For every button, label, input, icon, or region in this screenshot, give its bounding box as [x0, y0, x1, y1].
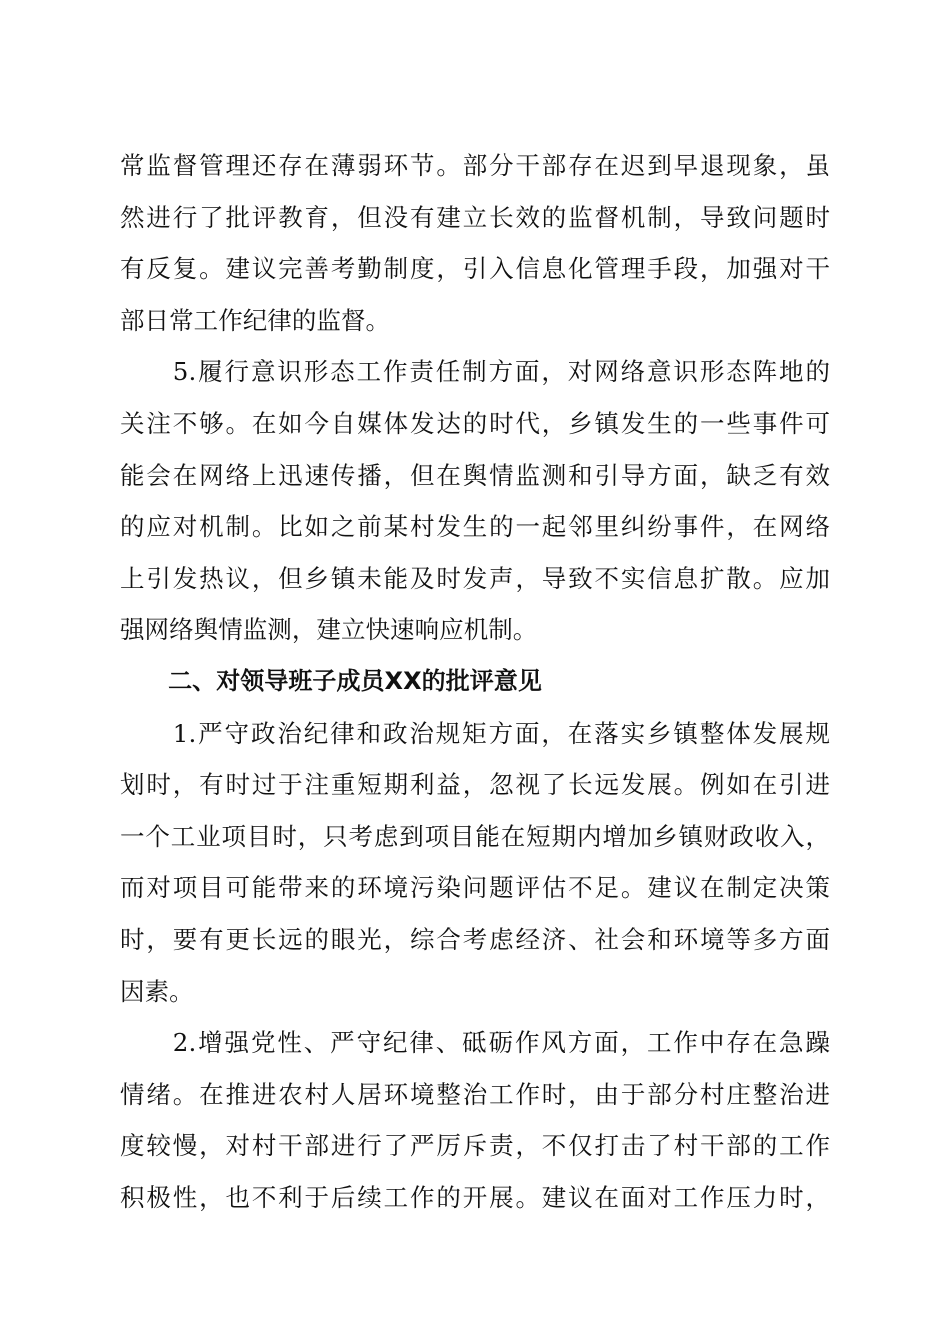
text-line: 划时，有时过于注重短期利益，忽视了长远发展。例如在引进 [120, 770, 830, 800]
text-line: 常监督管理还存在薄弱环节。部分干部存在迟到早退现象，虽 [120, 151, 830, 180]
section-heading: 二、对领导班子成员XX的批评意见 [120, 666, 542, 695]
document-body [120, 140, 830, 1223]
text-line: 然进行了批评教育，但没有建立长效的监督机制，导致问题时 [120, 202, 830, 232]
text-line: 度较慢，对村干部进行了严厉斥责，不仅打击了村干部的工作 [120, 1131, 830, 1161]
text-line: 时，要有更长远的眼光，综合考虑经济、社会和环境等多方面 [120, 924, 830, 954]
text-line: 能会在网络上迅速传播，但在舆情监测和引导方面，缺乏有效 [120, 460, 830, 490]
text-line: 而对项目可能带来的环境污染问题评估不足。建议在制定决策 [120, 873, 830, 903]
text-line: 的应对机制。比如之前某村发生的一起邻里纠纷事件，在网络 [120, 512, 830, 542]
text-line: 因素。 [120, 976, 194, 1006]
text-line: 5.履行意识形态工作责任制方面，对网络意识形态阵地的 [120, 357, 830, 387]
text-line: 强网络舆情监测，建立快速响应机制。 [120, 615, 538, 645]
text-line: 积极性，也不利于后续工作的开展。建议在面对工作压力时， [120, 1182, 830, 1212]
text-line: 1.严守政治纪律和政治规矩方面，在落实乡镇整体发展规 [120, 718, 830, 748]
text-line: 有反复。建议完善考勤制度，引入信息化管理手段，加强对干 [120, 254, 830, 284]
text-line: 部日常工作纪律的监督。 [120, 305, 391, 335]
text-line: 一个工业项目时，只考虑到项目能在短期内增加乡镇财政收入， [120, 821, 830, 851]
text-line: 情绪。在推进农村人居环境整治工作时，由于部分村庄整治进 [120, 1079, 830, 1109]
text-line: 关注不够。在如今自媒体发达的时代，乡镇发生的一些事件可 [120, 408, 830, 438]
text-line: 2.增强党性、严守纪律、砥砺作风方面，工作中存在急躁 [120, 1028, 830, 1058]
text-line: 上引发热议，但乡镇未能及时发声，导致不实信息扩散。应加 [120, 563, 830, 593]
